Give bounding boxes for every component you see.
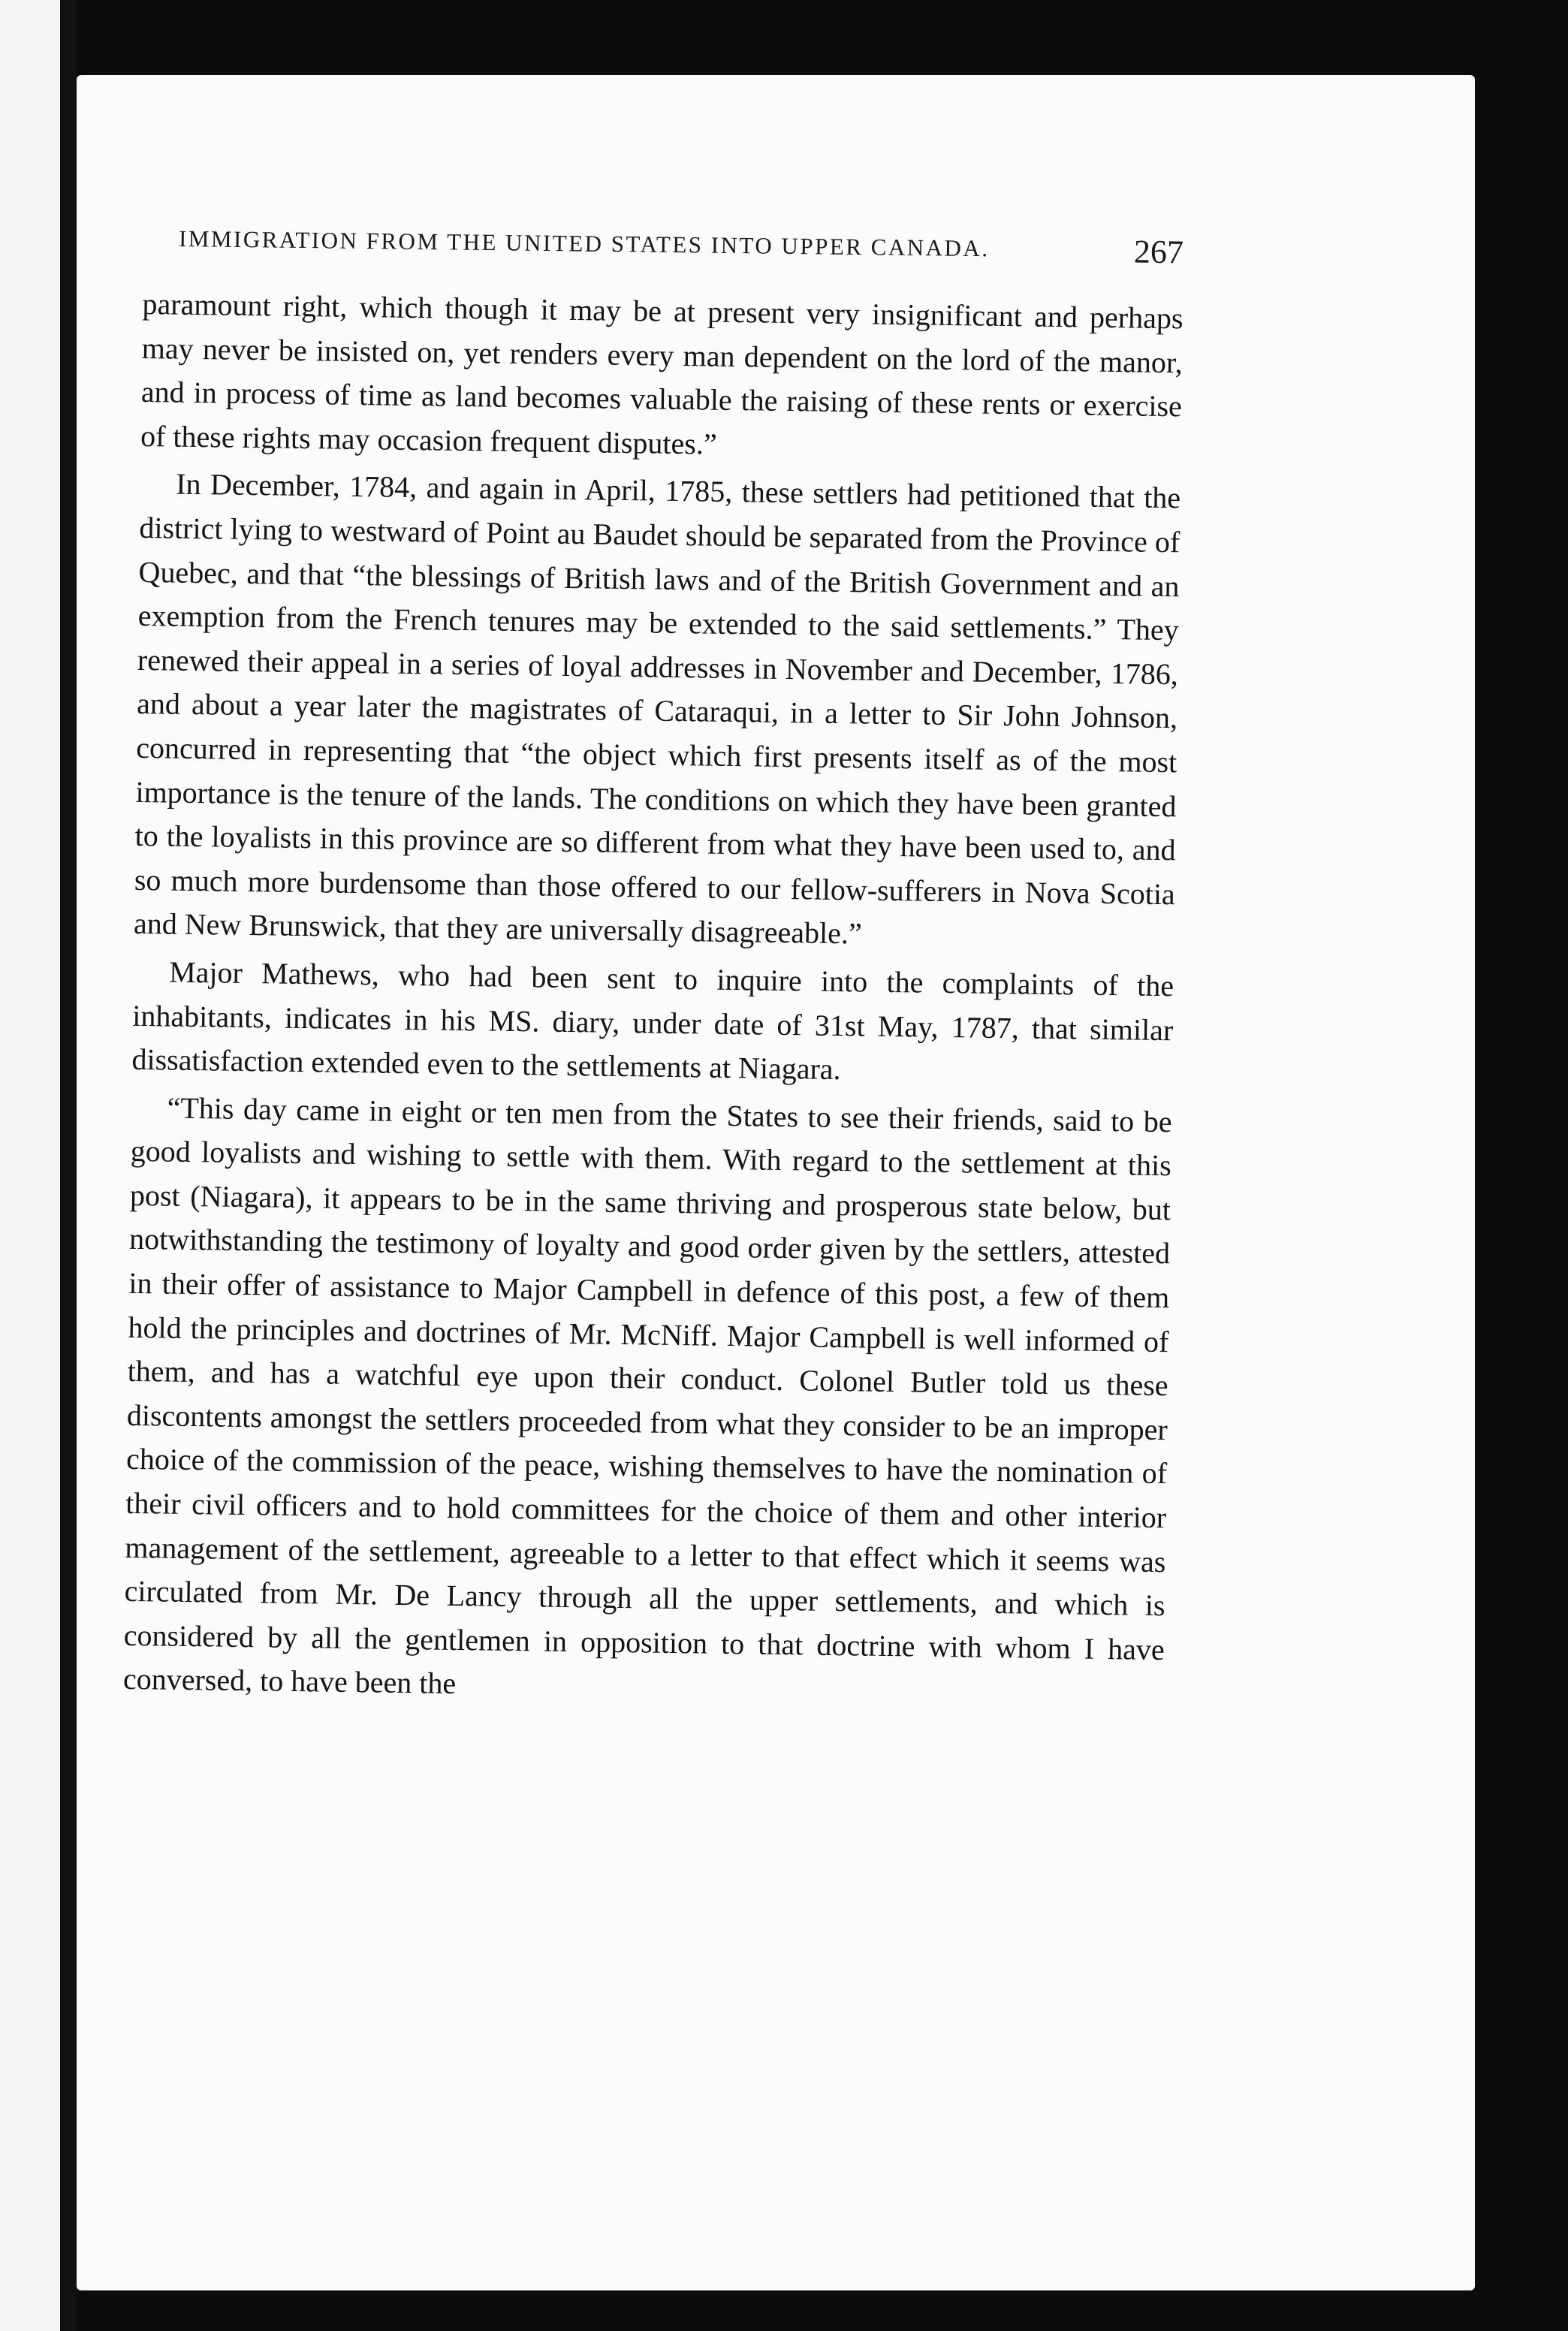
running-head: IMMIGRATION FROM THE UNITED STATES INTO UPPER CANADA.	[178, 225, 990, 262]
paragraph-continued: paramount right, which though it may be at present very insignificant and perhaps may never be insisted on, yet renders every man dependent on the lord of the manor, and in process of time as land becomes valuable the raising of these rents or exercise of these rights may occasion frequent disputes.”	[140, 286, 1184, 461]
scan-margin-left	[0, 0, 60, 2331]
body-text	[123, 282, 1184, 1716]
paragraph: Major Mathews, who had been sent to inquire into the complaints of the inhabitants, indicates in his MS. diary, under date of 31st May, 1787, that similar dissatisfaction extended even to the settlements at Niagara.	[131, 954, 1174, 1087]
scan-margin-right	[1475, 0, 1568, 2331]
paragraph-quotation: “This day came in eight or ten men from the States to see their friends, said to be good loyalists and wishing to settle with them. With regard to the settlement at this post (Niagara), it appears to be in the same thriving and prosperous state below, but notwithstanding the testimony of loyalty and good order given by the settlers, attested in their offer of assistance to Major Campbell in defence of this post, a few of them hold the principles and doctrines of Mr. McNiff. Major Campbell is well informed of them, and has a watchful eye upon their conduct. Colonel Butler told us these discontents amongst the settlers proceeded from what they consider to be an improper choice of the commission of the peace, wishing themselves to have the nomination of their civil officers and to hold committees for the choice of them and other interior management of the settlement, agreeable to a letter to that effect which it seems was circulated from Mr. De Lancy through all the upper settlements, and which is considered by all the gentlemen in opposition to that doctrine with whom I have conversed, to have been the	[122, 1090, 1172, 1701]
paragraph: In December, 1784, and again in April, 1785, these settlers had petitioned that the district lying to westward of Point au Baudet should be separated from the Province of Quebec, and that “the blessings of British laws and of the British Government and an exemption from the French tenures may be extended to the said settlements.” They renewed their appeal in a series of loyal addresses in November and December, 1786, and about a year later the magistrates of Cataraqui, in a letter to Sir John Johnson, concurred in representing that “the object which first presents itself as of the most importance is the tenure of the lands. The conditions on which they have been granted to the loyalists in this province are so different from what they have been used to, and so much more burdensome than those offered to our fellow-sufferers in Nova Scotia and New Brunswick, that they are universally disagreeable.”	[133, 467, 1181, 951]
scan-binding-edge	[60, 0, 77, 2331]
page-number: 267	[1133, 233, 1184, 271]
